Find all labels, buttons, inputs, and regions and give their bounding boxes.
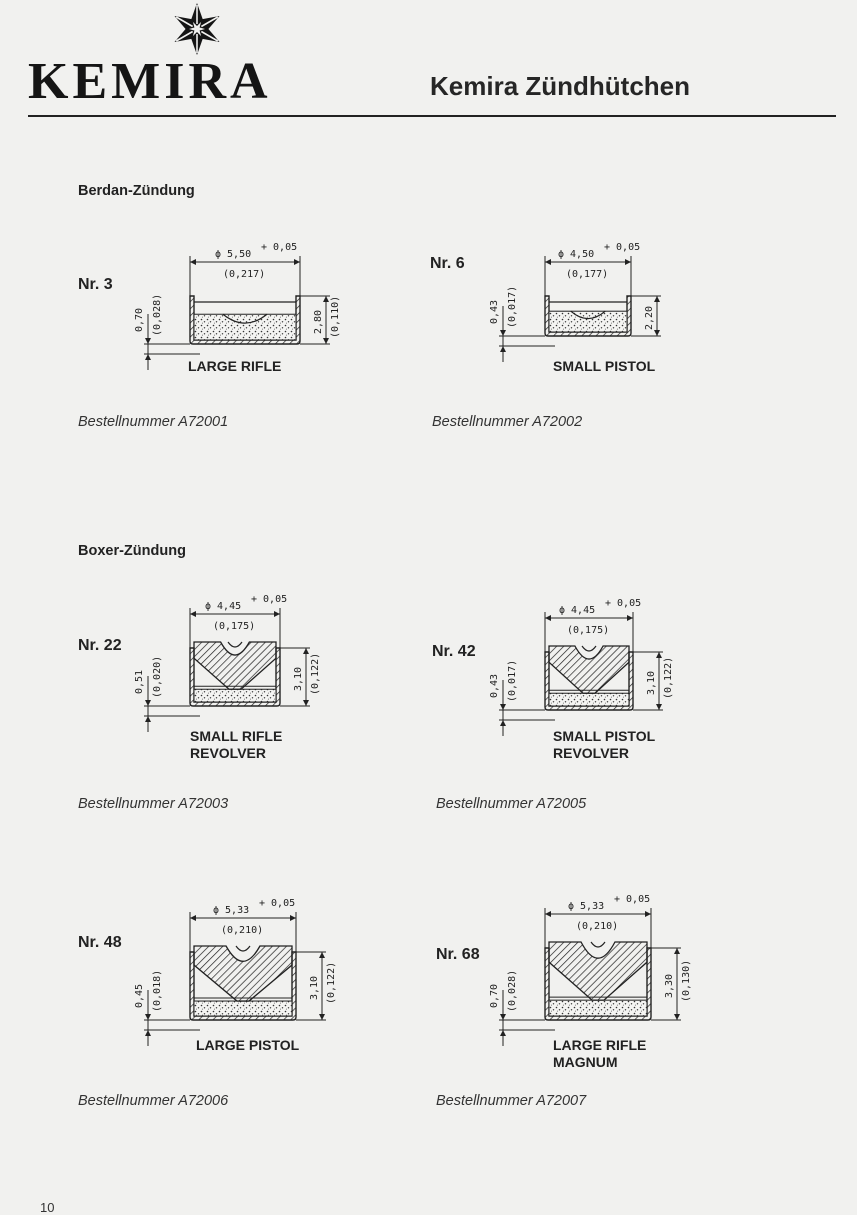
cup-thickness-mm: 0,70 [489,983,500,1008]
primer-anvil [194,642,276,689]
diameter-inch: (0,177) [566,269,609,280]
cup-thickness-inch: (0,017) [507,285,518,328]
cup-thickness-inch: (0,028) [152,293,163,336]
primer-number-nr-6: Nr. 6 [430,255,465,272]
header-divider [28,115,836,117]
order-number: Bestellnummer A72006 [78,1093,229,1109]
height-inch: (0,122) [310,652,321,695]
primer-number-nr-3: Nr. 3 [78,276,113,293]
diameter-tolerance: + 0,05 [604,242,641,253]
height-inch: (0,110) [330,295,341,338]
cup-thickness-inch: (0,017) [507,659,518,702]
primer-number-nr-22: Nr. 22 [78,637,122,654]
height-mm: 3,10 [309,975,320,1000]
primer-number-nr-48: Nr. 48 [78,934,122,951]
height-inch: (0,122) [663,656,674,699]
primer-drawing-nr-3 [110,240,370,370]
cup-thickness-inch: (0,020) [152,655,163,698]
diameter-tolerance: + 0,05 [614,894,651,905]
primer-type-line: LARGE PISTOL [196,1037,300,1053]
primer-type-line: SMALL PISTOL [553,728,656,744]
diameter-tolerance: + 0,05 [605,598,642,609]
primer-type-line: SMALL PISTOL [553,358,656,374]
section-heading-berdan: Berdan-Zündung [78,183,195,199]
primer-drawing-nr-22 [110,592,370,722]
primer-type-line: SMALL RIFLE [190,728,283,744]
order-number: Bestellnummer A72007 [436,1093,587,1109]
primer-type-label [553,728,655,762]
primer-type-label [553,1037,646,1071]
height-mm: 3,30 [664,973,675,998]
diameter-tolerance: + 0,05 [259,898,296,909]
diameter-mm: ϕ 5,33 [568,901,605,912]
priming-compound [549,311,627,332]
height-mm: 2,80 [313,309,324,334]
primer-drawing-nr-68 [465,892,725,1022]
cup-thickness-inch: (0,018) [152,969,163,1012]
cup-thickness-mm: 0,43 [489,299,500,324]
primer-anvil [194,946,292,1001]
diameter-tolerance: + 0,05 [251,594,288,605]
order-number: Bestellnummer A72003 [78,796,229,812]
cup-thickness-mm: 0,70 [134,307,145,332]
primer-type-line: REVOLVER [553,745,629,761]
diameter-tolerance: + 0,05 [261,242,298,253]
cup-thickness-inch: (0,028) [507,969,518,1012]
priming-compound [194,1001,292,1016]
cup-thickness-mm: 0,43 [489,673,500,698]
priming-compound [549,1000,647,1016]
diameter-inch: (0,175) [213,621,256,632]
order-number: Bestellnummer A72002 [432,414,583,430]
primer-number-nr-42: Nr. 42 [432,643,476,660]
diameter-inch: (0,210) [576,921,619,932]
primer-drawing-nr-48 [110,896,370,1026]
primer-number-nr-68: Nr. 68 [436,946,480,963]
primer-type-line: LARGE RIFLE [553,1037,647,1053]
primer-type-line: REVOLVER [190,745,266,761]
primer-anvil [549,942,647,1000]
priming-compound [549,693,629,706]
order-number: Bestellnummer A72001 [78,414,229,430]
diameter-mm: ϕ 5,50 [215,249,252,260]
height-mm: 3,10 [646,670,657,695]
diameter-mm: ϕ 5,33 [213,905,250,916]
cup-thickness-mm: 0,51 [134,669,145,694]
primer-type-label [190,728,282,762]
primer-type-line: LARGE RIFLE [188,358,282,374]
kemira-star-logo-icon [168,2,226,56]
diameter-inch: (0,217) [223,269,266,280]
primer-anvil [549,646,629,693]
section-heading-boxer: Boxer-Zündung [78,543,186,559]
height-inch: (0,130) [681,959,692,1002]
diameter-mm: ϕ 4,50 [558,249,595,260]
cup-thickness-mm: 0,45 [134,983,145,1008]
primer-drawing-nr-6 [465,240,725,370]
primer-drawing-nr-42 [465,596,725,726]
priming-compound [194,314,296,340]
order-number: Bestellnummer A72005 [436,796,587,812]
height-mm: 2,20 [644,305,655,330]
diameter-mm: ϕ 4,45 [559,605,596,616]
diameter-inch: (0,175) [567,625,610,636]
kemira-wordmark: KEMIRA [28,53,272,110]
height-inch: (0,122) [326,961,337,1004]
diameter-mm: ϕ 4,45 [205,601,242,612]
diameter-inch: (0,210) [221,925,264,936]
height-mm: 3,10 [293,666,304,691]
page-title: Kemira Zündhütchen [430,71,691,101]
priming-compound [194,689,276,702]
primer-type-line: MAGNUM [553,1054,618,1070]
page-number: 10 [40,1200,55,1215]
primer-type-label [196,1037,299,1054]
